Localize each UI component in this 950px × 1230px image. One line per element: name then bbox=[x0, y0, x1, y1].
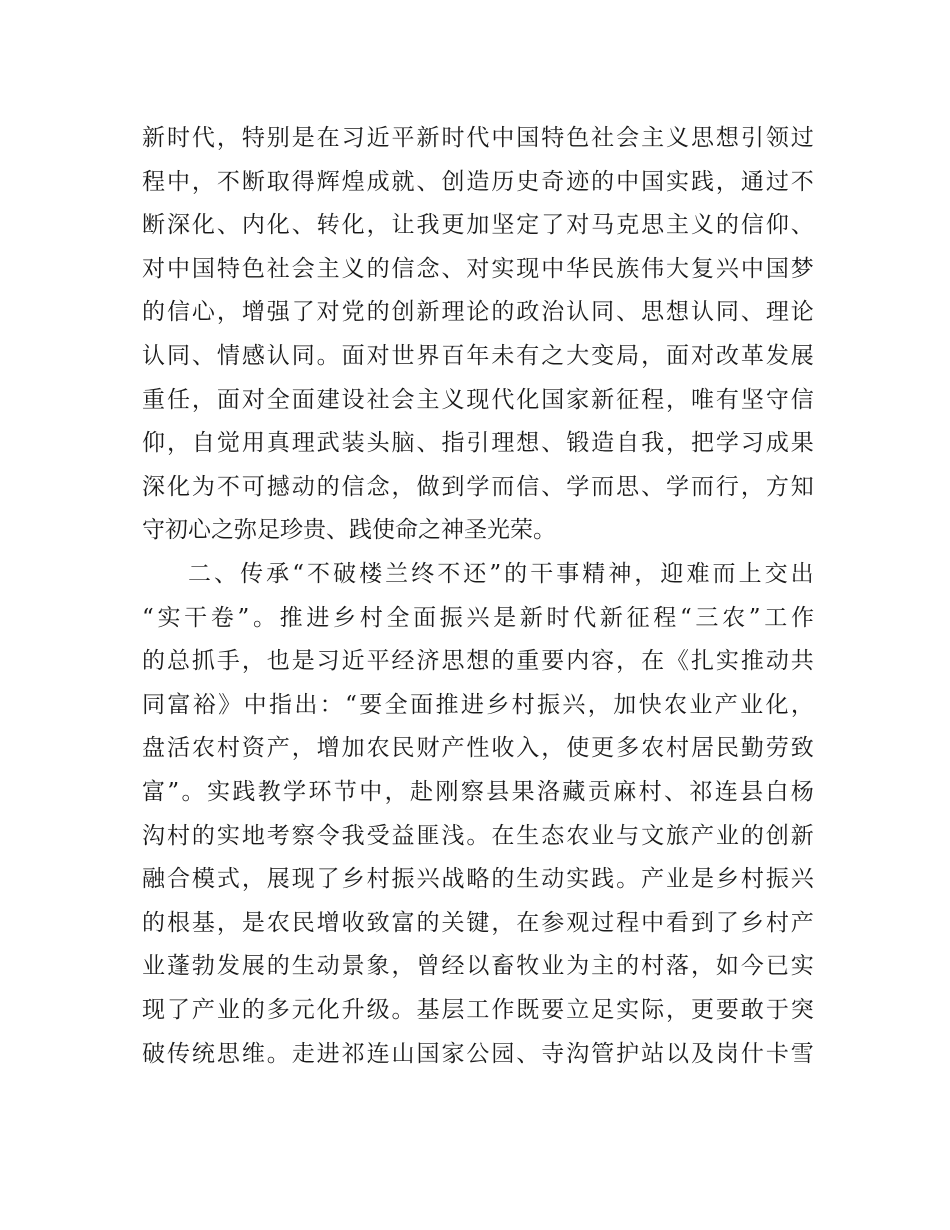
text-line: 沟 村 的 实 地 考 察 令 我 受 益 匪 浅 。 在 生 态 农 业 与 文 旅 产 业 的 创 新 bbox=[142, 822, 814, 849]
text-line: 的 总 抓 手 ， 也 是 习 近 平 经 济 思 想 的 重 要 内 容 ， 在 《 扎 实 推 动 共 bbox=[142, 648, 814, 675]
paragraph-1 bbox=[142, 117, 814, 553]
text-line: 程 中 ， 不 断 取 得 辉 煌 成 就 、 创 造 历 史 奇 迹 的 中 国 实 践 ， 通 过 不 bbox=[142, 168, 814, 195]
text-line: 二 、 传 承 “ 不 破 楼 兰 终 不 还 ” 的 干 事 精 神 ， 迎 难 而 上 交 出 bbox=[188, 561, 814, 587]
text-line: 盘 活 农 村 资 产 ， 增 加 农 民 财 产 性 收 入 ， 使 更 多 农 村 居 民 勤 劳 致 bbox=[142, 735, 814, 762]
text-line: 新 时 代 ， 特 别 是 在 习 近 平 新 时 代 中 国 特 色 社 会 主 义 思 想 引 领 过 bbox=[142, 125, 814, 151]
text-line: 守初心之弥足珍贵、践使命之神圣光荣。 bbox=[142, 517, 556, 544]
text-line: 认 同 、 情 感 认 同 。 面 对 世 界 百 年 未 有 之 大 变 局 ， 面 对 改 革 发 展 bbox=[142, 342, 814, 369]
text-line: 仰 ， 自 觉 用 真 理 武 装 头 脑 、 指 引 理 想 、 锻 造 自 我 ， 把 学 习 成 果 bbox=[142, 430, 814, 457]
paragraph-2 bbox=[142, 553, 814, 1076]
text-line: 业 蓬 勃 发 展 的 生 动 景 象 ， 曾 经 以 畜 牧 业 为 主 的 村 落 ， 如 今 已 实 bbox=[142, 953, 814, 980]
text-line: “ 实 干 卷 ” 。 推 进 乡 村 全 面 振 兴 是 新 时 代 新 征 程 “ 三 农 ” 工 作 bbox=[142, 604, 814, 631]
text-line: 富 ” 。 实 践 教 学 环 节 中 ， 赴 刚 察 县 果 洛 藏 贡 麻 村 、 祁 连 县 白 杨 bbox=[142, 778, 814, 805]
text-line: 深 化 为 不 可 撼 动 的 信 念 ， 做 到 学 而 信 、 学 而 思 、 学 而 行 ， 方 知 bbox=[142, 473, 814, 500]
text-line: 对 中 国 特 色 社 会 主 义 的 信 念 、 对 实 现 中 华 民 族 伟 大 复 兴 中 国 梦 bbox=[142, 255, 814, 282]
text-line: 重 任 ， 面 对 全 面 建 设 社 会 主 义 现 代 化 国 家 新 征 程 ， 唯 有 坚 守 信 bbox=[142, 386, 814, 413]
text-line: 破 传 统 思 维 。 走 进 祁 连 山 国 家 公 园 、 寺 沟 管 护 站 以 及 岗 什 卡 雪 bbox=[142, 1040, 814, 1067]
text-line: 现 了 产 业 的 多 元 化 升 级 。 基 层 工 作 既 要 立 足 实 际 ， 更 要 敢 于 突 bbox=[142, 996, 814, 1023]
text-line: 断 深 化 、 内 化 、 转 化 ， 让 我 更 加 坚 定 了 对 马 克 思 主 义 的 信 仰 、 bbox=[142, 212, 814, 239]
text-line: 融 合 模 式 ， 展 现 了 乡 村 振 兴 战 略 的 生 动 实 践 。 产 业 是 乡 村 振 兴 bbox=[142, 866, 814, 893]
text-line: 的 信 心 ， 增 强 了 对 党 的 创 新 理 论 的 政 治 认 同 、 思 想 认 同 、 理 论 bbox=[142, 299, 814, 326]
text-line: 同 富 裕 》 中 指 出 ： “ 要 全 面 推 进 乡 村 振 兴 ， 加 快 农 业 产 业 化 ， bbox=[142, 691, 814, 718]
text-line: 的 根 基 ， 是 农 民 增 收 致 富 的 关 键 ， 在 参 观 过 程 中 看 到 了 乡 村 产 bbox=[142, 909, 814, 936]
